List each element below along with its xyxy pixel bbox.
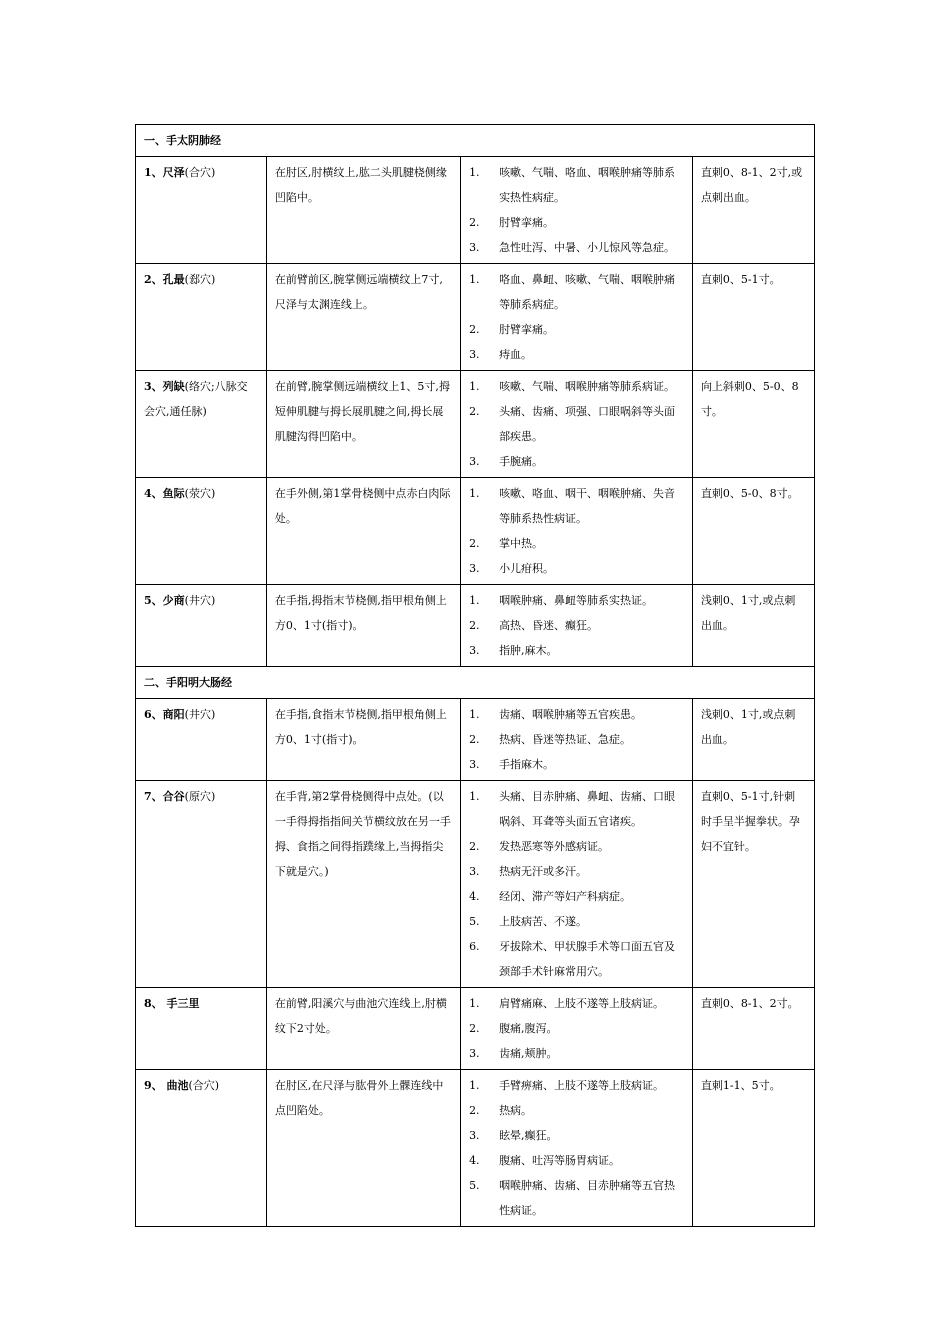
indication-text: 肩臂痛麻、上肢不遂等上肢病证。: [499, 997, 665, 1010]
acupoint-category: (络穴;八脉交会穴,通任脉): [144, 380, 248, 418]
indication-item: [469, 317, 684, 342]
indication-item: [469, 556, 684, 581]
acupoint-name: 7、合谷: [144, 790, 185, 803]
indication-number: 1.: [469, 166, 480, 179]
indication-list: [469, 267, 684, 367]
acupoint-row: [136, 988, 815, 1070]
indication-text: 痔血。: [499, 348, 533, 361]
indication-item: [469, 481, 684, 531]
acupoint-indications-cell: [461, 1070, 693, 1227]
indication-number: 1.: [469, 1079, 480, 1092]
indication-item: [469, 884, 684, 909]
needling-method: 直刺0、5-1寸,针刺时手呈半握拳状。孕妇不宜针。: [692, 781, 814, 988]
indication-item: [469, 1016, 684, 1041]
acupoint-row: [136, 585, 815, 667]
acupoint-indications-cell: [461, 157, 693, 264]
indication-item: [469, 160, 684, 210]
indication-number: 3.: [469, 758, 480, 771]
indication-item: [469, 702, 684, 727]
indication-text: 热病、昏迷等热证、急症。: [499, 733, 632, 746]
indication-number: 1.: [469, 273, 480, 286]
indication-item: [469, 449, 684, 474]
indication-item: [469, 1098, 684, 1123]
indication-number: 3.: [469, 1047, 480, 1060]
indication-number: 3.: [469, 348, 480, 361]
acupoint-name-cell: [136, 781, 267, 988]
indication-item: [469, 1073, 684, 1098]
acupoint-location: 在肘区,肘横纹上,肱二头肌腱桡侧缘凹陷中。: [266, 157, 460, 264]
indication-text: 经闭、滞产等妇产科病症。: [499, 890, 632, 903]
acupoint-name-cell: [136, 264, 267, 371]
acupoint-indications-cell: [461, 988, 693, 1070]
acupoint-category: (原穴): [184, 790, 216, 803]
indication-text: 肘臂挛痛。: [499, 216, 555, 229]
indication-text: 热病。: [499, 1104, 533, 1117]
indication-number: 1.: [469, 487, 480, 500]
indication-item: [469, 1173, 684, 1223]
indication-item: [469, 267, 684, 317]
acupoint-name: 1、尺泽: [144, 166, 185, 179]
indication-text: 指肿,麻木。: [499, 644, 558, 657]
indication-item: [469, 399, 684, 449]
section-header-row: [136, 667, 815, 699]
indication-text: 发热恶寒等外感病证。: [499, 840, 610, 853]
indication-item: [469, 727, 684, 752]
indication-text: 手腕痛。: [499, 455, 544, 468]
indication-text: 腹痛、吐泻等肠胃病证。: [499, 1154, 621, 1167]
acupoint-name-cell: [136, 585, 267, 667]
indication-text: 咽喉肿痛、齿痛、目赤肿痛等五官热性病证。: [499, 1179, 676, 1217]
acupoint-name: 9、 曲池: [144, 1079, 189, 1092]
acupoint-name: 3、列缺: [144, 380, 185, 393]
indication-text: 咳嗽、气喘、咽喉肿痛等肺系病证。: [499, 380, 676, 393]
section-header-row: [136, 125, 815, 157]
indication-number: 3.: [469, 1129, 480, 1142]
indication-list: [469, 160, 684, 260]
indication-number: 2.: [469, 1104, 480, 1117]
indication-number: 6.: [469, 940, 480, 953]
indication-number: 3.: [469, 865, 480, 878]
indication-list: [469, 588, 684, 663]
needling-method: 直刺0、5-0、8寸。: [692, 478, 814, 585]
indication-number: 3.: [469, 644, 480, 657]
needling-method: 向上斜刺0、5-0、8寸。: [692, 371, 814, 478]
indication-text: 手指麻木。: [499, 758, 555, 771]
indication-text: 掌中热。: [499, 537, 544, 550]
acupoint-location: 在手指,拇指末节桡侧,指甲根角侧上方0、1寸(指寸)。: [266, 585, 460, 667]
acupoint-indications-cell: [461, 264, 693, 371]
indication-item: [469, 210, 684, 235]
indication-item: [469, 588, 684, 613]
indication-number: 3.: [469, 241, 480, 254]
indication-text: 腹痛,腹泻。: [499, 1022, 558, 1035]
acupoint-category: (荥穴): [184, 487, 216, 500]
acupoint-location: 在前臂,阳溪穴与曲池穴连线上,肘横纹下2寸处。: [266, 988, 460, 1070]
acupoint-name: 5、少商: [144, 594, 185, 607]
indication-item: [469, 613, 684, 638]
acupoint-name-cell: [136, 157, 267, 264]
indication-text: 肘臂挛痛。: [499, 323, 555, 336]
acupoint-name: 8、 手三里: [144, 997, 200, 1010]
indication-text: 牙拔除术、甲状腺手术等口面五官及颈部手术针麻常用穴。: [499, 940, 676, 978]
needling-method: 浅刺0、1寸,或点刺出血。: [692, 585, 814, 667]
acupoint-row: [136, 157, 815, 264]
acupoint-location: 在前臂前区,腕掌侧远端横纹上7寸,尺泽与太渊连线上。: [266, 264, 460, 371]
indication-text: 齿痛,颊肿。: [499, 1047, 558, 1060]
indication-text: 头痛、齿痛、项强、口眼㖞斜等头面部疾患。: [499, 405, 676, 443]
acupoint-category: (井穴): [184, 708, 216, 721]
indication-item: [469, 1041, 684, 1066]
indication-item: [469, 235, 684, 260]
indication-item: [469, 1148, 684, 1173]
section-title: 二、手阳明大肠经: [136, 667, 815, 699]
acupoint-row: [136, 371, 815, 478]
indication-list: [469, 1073, 684, 1223]
indication-item: [469, 531, 684, 556]
indication-text: 急性吐泻、中暑、小儿惊风等急症。: [499, 241, 676, 254]
acupoint-location: 在手指,食指末节桡侧,指甲根角侧上方0、1寸(指寸)。: [266, 699, 460, 781]
indication-number: 1.: [469, 594, 480, 607]
indication-text: 眩晕,癫狂。: [499, 1129, 558, 1142]
indication-number: 1.: [469, 790, 480, 803]
acupoint-indications-cell: [461, 699, 693, 781]
acupoint-location: 在前臂,腕掌侧远端横纹上1、5寸,拇短伸肌腱与拇长展肌腱之间,拇长展肌腱沟得凹陷中。: [266, 371, 460, 478]
indication-number: 1.: [469, 380, 480, 393]
indication-number: 4.: [469, 1154, 480, 1167]
indication-text: 小儿疳积。: [499, 562, 555, 575]
indication-list: [469, 784, 684, 984]
acupoint-name-cell: [136, 1070, 267, 1227]
acupoint-name-cell: [136, 699, 267, 781]
acupoint-row: [136, 264, 815, 371]
needling-method: 直刺0、8-1、2寸。: [692, 988, 814, 1070]
indication-text: 咳嗽、气喘、咯血、咽喉肿痛等肺系实热性病症。: [499, 166, 676, 204]
indication-number: 1.: [469, 708, 480, 721]
indication-number: 2.: [469, 323, 480, 336]
indication-item: [469, 991, 684, 1016]
indication-number: 2.: [469, 537, 480, 550]
indication-list: [469, 702, 684, 777]
acupoint-name: 2、孔最: [144, 273, 185, 286]
indication-number: 3.: [469, 455, 480, 468]
indication-item: [469, 859, 684, 884]
indication-text: 头痛、目赤肿痛、鼻衄、齿痛、口眼㖞斜、耳聋等头面五官诸疾。: [499, 790, 676, 828]
needling-method: 浅刺0、1寸,或点刺出血。: [692, 699, 814, 781]
indication-item: [469, 638, 684, 663]
indication-text: 咯血、鼻衄、咳嗽、气喘、咽喉肿痛等肺系病症。: [499, 273, 676, 311]
indication-item: [469, 909, 684, 934]
acupoint-name-cell: [136, 478, 267, 585]
indication-text: 上肢病苦、不遂。: [499, 915, 588, 928]
acupoint-indications-cell: [461, 478, 693, 585]
indication-text: 咽喉肿痛、鼻衄等肺系实热证。: [499, 594, 654, 607]
indication-list: [469, 374, 684, 474]
indication-number: 5.: [469, 915, 480, 928]
indication-number: 4.: [469, 890, 480, 903]
indication-item: [469, 374, 684, 399]
acupoint-indications-cell: [461, 781, 693, 988]
indication-text: 齿痛、咽喉肿痛等五官疾患。: [499, 708, 643, 721]
acupoint-name-cell: [136, 988, 267, 1070]
acupoint-category: (井穴): [184, 594, 216, 607]
table-body: [136, 125, 815, 1227]
indication-item: [469, 834, 684, 859]
indication-text: 咳嗽、咯血、咽干、咽喉肿痛、失音等肺系热性病证。: [499, 487, 676, 525]
indication-item: [469, 934, 684, 984]
indication-text: 热病无汗或多汗。: [499, 865, 588, 878]
acupoint-name: 4、鱼际: [144, 487, 185, 500]
acupoint-location: 在肘区,在尺泽与肱骨外上髁连线中点凹陷处。: [266, 1070, 460, 1227]
acupoint-row: [136, 1070, 815, 1227]
indication-number: 1.: [469, 997, 480, 1010]
acupoint-table: [135, 124, 815, 1227]
acupoint-indications-cell: [461, 371, 693, 478]
acupoint-indications-cell: [461, 585, 693, 667]
indication-item: [469, 784, 684, 834]
indication-text: 手臂痹痛、上肢不遂等上肢病证。: [499, 1079, 665, 1092]
section-title: 一、手太阴肺经: [136, 125, 815, 157]
acupoint-category: (郄穴): [184, 273, 216, 286]
acupoint-row: [136, 478, 815, 585]
acupoint-row: [136, 781, 815, 988]
needling-method: 直刺1-1、5寸。: [692, 1070, 814, 1227]
acupoint-category: (合穴): [188, 1079, 220, 1092]
indication-number: 2.: [469, 733, 480, 746]
indication-item: [469, 752, 684, 777]
needling-method: 直刺0、8-1、2寸,或点刺出血。: [692, 157, 814, 264]
acupoint-row: [136, 699, 815, 781]
indication-list: [469, 991, 684, 1066]
indication-item: [469, 342, 684, 367]
indication-number: 2.: [469, 1022, 480, 1035]
indication-number: 2.: [469, 840, 480, 853]
indication-item: [469, 1123, 684, 1148]
indication-number: 2.: [469, 216, 480, 229]
indication-list: [469, 481, 684, 581]
needling-method: 直刺0、5-1寸。: [692, 264, 814, 371]
acupoint-location: 在手外侧,第1掌骨桡侧中点赤白肉际处。: [266, 478, 460, 585]
indication-number: 5.: [469, 1179, 480, 1192]
acupoint-name-cell: [136, 371, 267, 478]
indication-text: 高热、昏迷、癫狂。: [499, 619, 599, 632]
acupoint-category: (合穴): [184, 166, 216, 179]
acupoint-name: 6、商阳: [144, 708, 185, 721]
indication-number: 2.: [469, 405, 480, 418]
indication-number: 2.: [469, 619, 480, 632]
indication-number: 3.: [469, 562, 480, 575]
acupoint-location: 在手背,第2掌骨桡侧得中点处。(以一手得拇指指间关节横纹放在另一手拇、食指之间得指蹼缘上,当拇指尖下就是穴。): [266, 781, 460, 988]
